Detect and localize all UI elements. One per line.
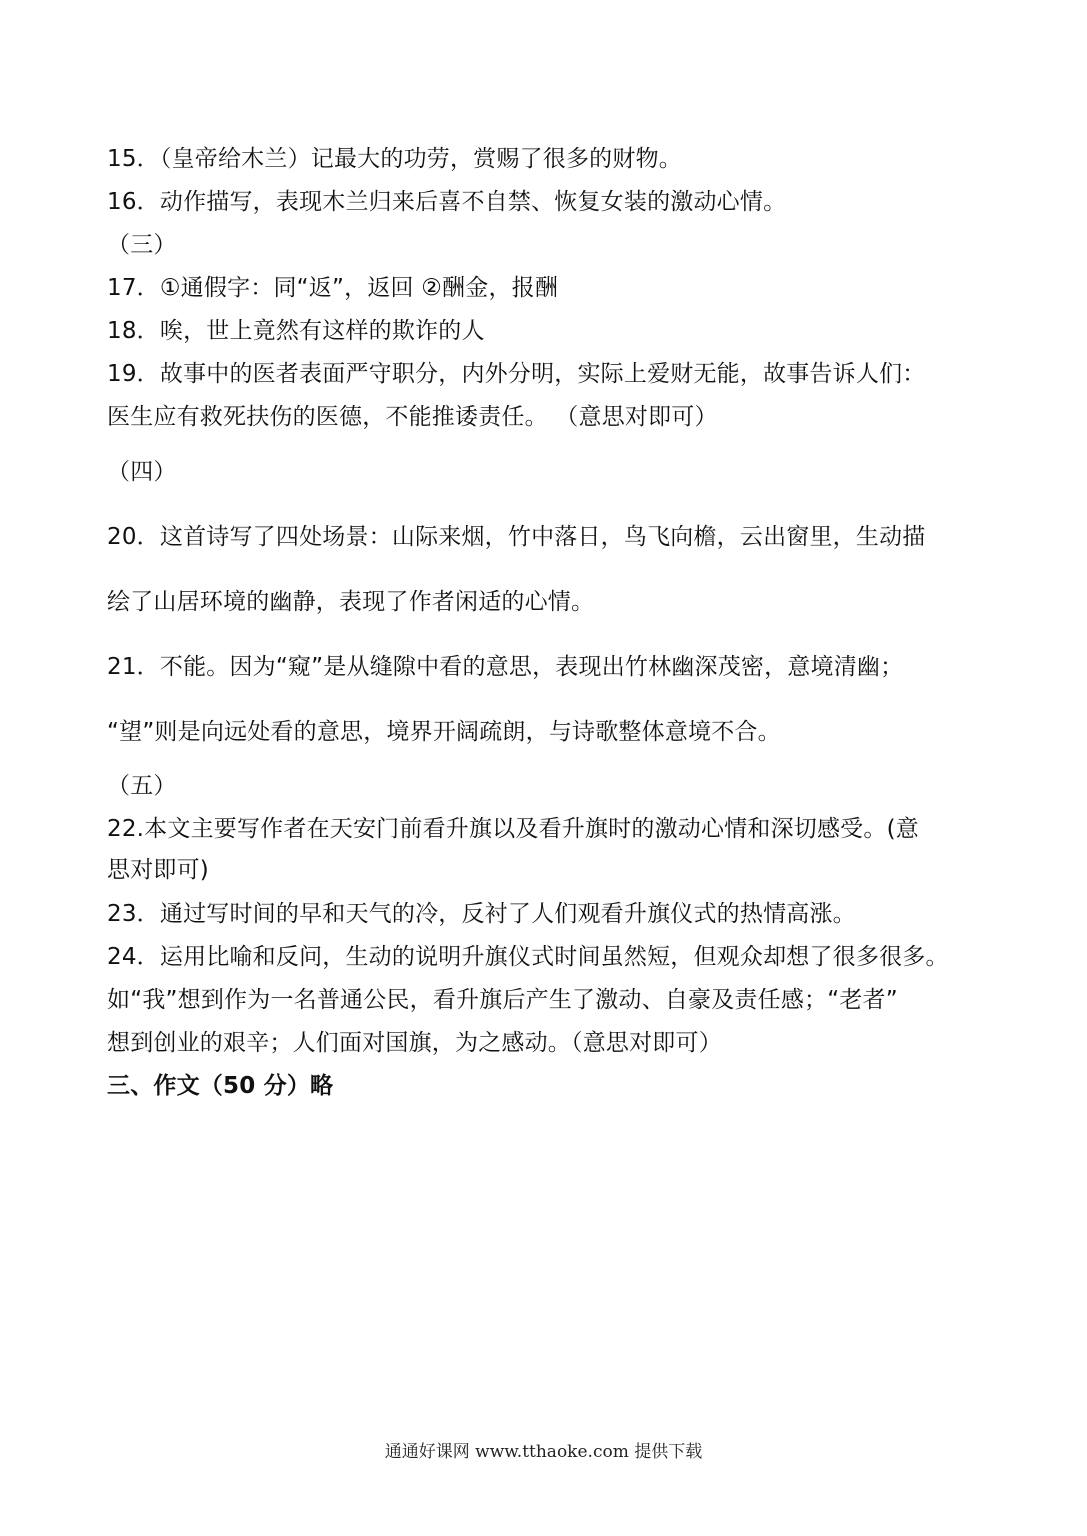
section-heading-5: （五） bbox=[107, 773, 177, 799]
answer-line-19-cont: 医生应有救死扶伤的医德，不能推诿责任。 （意思对即可） bbox=[107, 404, 718, 430]
answer-line-20: 20．这首诗写了四处场景：山际来烟，竹中落日，鸟飞向檐，云出窗里，生动描 bbox=[107, 524, 926, 550]
answer-line-21-cont: “望”则是向远处看的意思，境界开阔疏朗，与诗歌整体意境不合。 bbox=[107, 719, 781, 745]
answer-line-22-cont: 思对即可) bbox=[107, 857, 209, 883]
answer-line-20-cont: 绘了山居环境的幽静，表现了作者闲适的心情。 bbox=[107, 589, 595, 615]
answer-line-19: 19．故事中的医者表面严守职分，内外分明，实际上爱财无能，故事告诉人们： bbox=[107, 361, 926, 387]
section-heading-3: （三） bbox=[107, 232, 177, 258]
answer-line-15: 15．（皇帝给木兰）记最大的功劳，赏赐了很多的财物。 bbox=[107, 146, 682, 172]
answer-line-21: 21．不能。因为“窥”是从缝隙中看的意思，表现出竹林幽深茂密，意境清幽； bbox=[107, 654, 904, 680]
answer-line-23: 23．通过写时间的早和天气的冷，反衬了人们观看升旗仪式的热情高涨。 bbox=[107, 901, 856, 927]
composition-heading: 三、作文（50 分）略 bbox=[107, 1073, 334, 1099]
answer-line-16: 16．动作描写，表现木兰归来后喜不自禁、恢复女装的激动心情。 bbox=[107, 189, 787, 215]
section-heading-4: （四） bbox=[107, 459, 177, 485]
answer-line-22: 22.本文主要写作者在天安门前看升旗以及看升旗时的激动心情和深切感受。(意 bbox=[107, 816, 919, 842]
answer-line-18: 18．唉，世上竟然有这样的欺诈的人 bbox=[107, 318, 485, 344]
answer-line-24-cont-1: 如“我”想到作为一名普通公民，看升旗后产生了激动、自豪及责任感；“老者” bbox=[107, 987, 898, 1013]
page-footer: 通通好课网 www.tthaoke.com 提供下载 bbox=[384, 1442, 703, 1462]
answer-line-24-cont-2: 想到创业的艰辛；人们面对国旗，为之感动。（意思对即可） bbox=[107, 1030, 722, 1056]
answer-line-17: 17．①通假字：同“返”，返回 ②酬金，报酬 bbox=[107, 275, 559, 301]
answer-line-24: 24．运用比喻和反问，生动的说明升旗仪式时间虽然短，但观众却想了很多很多。 bbox=[107, 944, 949, 970]
